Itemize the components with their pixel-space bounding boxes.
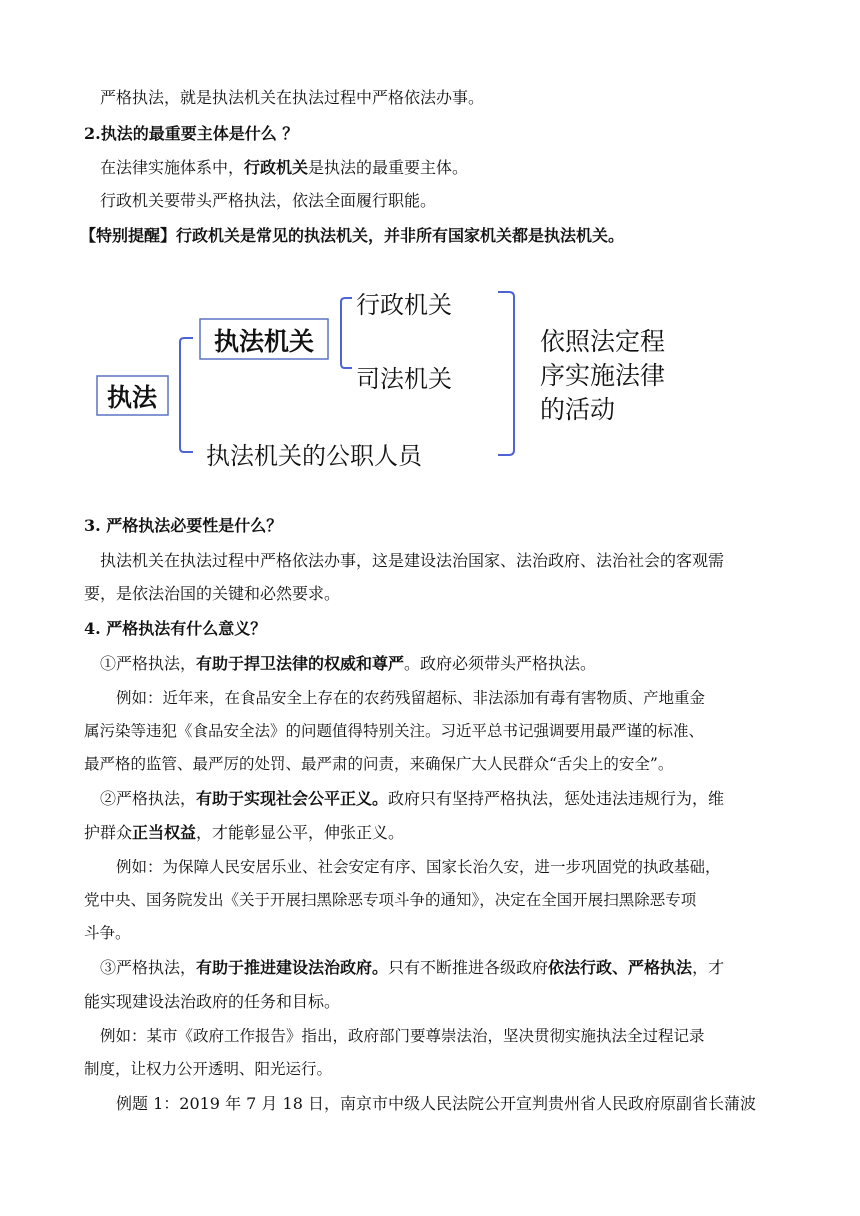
- text-fragment: ③严格执法，: [100, 958, 197, 977]
- paragraph-definition: 严格执法，就是执法机关在执法过程中严格依法办事。: [100, 88, 485, 107]
- text-fragment: 只有不断推进各级政府: [388, 958, 549, 977]
- judicial-label: 司法机关: [356, 365, 452, 393]
- inner-bracket: [341, 298, 352, 368]
- paragraph-q3-line1: 执法机关在执法过程中严格依法办事，这是建设法治国家、法治政府、法治社会的客观需: [100, 551, 725, 570]
- text-fragment: ②严格执法，: [100, 789, 197, 808]
- right-bracket: [498, 292, 514, 455]
- text-fragment: ，才能彰显公平，伸张正义。: [196, 823, 405, 842]
- paragraph-q3-line2: 要，是依法治国的关键和必然要求。: [84, 584, 341, 603]
- bold-term: 有助于捍卫法律的权威和尊严: [196, 654, 405, 673]
- text-fragment: 是执法的最重要主体。: [308, 158, 469, 177]
- bold-term: 有助于实现社会公平正义。: [196, 789, 389, 808]
- heading-q2: 2.执法的最重要主体是什么 ？: [84, 124, 299, 143]
- text-fragment: 政府只有坚持严格执法，惩处违法违规行为，维: [388, 789, 725, 808]
- example-1-line3: 最严格的监管、最严厉的处罚、最严肃的问责，来确保广大人民群众“舌尖上的安全”。: [84, 755, 674, 773]
- point-3-line1: [100, 958, 776, 978]
- bold-term: 行政机关: [244, 158, 309, 177]
- bold-term: 依法行政、严格执法: [548, 958, 693, 977]
- point-2-line1: [100, 789, 776, 809]
- example-3-line2: 制度，让权力公开透明、阳光运行。: [84, 1060, 333, 1078]
- text-fragment: ①严格执法，: [100, 654, 197, 673]
- text-fragment: 护群众: [84, 823, 133, 842]
- example-2-line3: 斗争。: [84, 924, 131, 942]
- definition-line-2: 序实施法律: [540, 361, 666, 390]
- definition-line-3: 的活动: [540, 395, 616, 424]
- example-2-line1: 例如：为保障人民安居乐业、社会安定有序、国家长治久安，进一步巩固党的执政基础，: [116, 858, 721, 876]
- heading-q4: 4. 严格执法有什么意义？: [84, 619, 267, 638]
- special-reminder: 【特别提醒】行政机关是常见的执法机关，并非所有国家机关都是执法机关。: [80, 226, 625, 245]
- example-question-1: 例题 1：2019 年 7 月 18 日，南京市中级人民法院公开宣判贵州省人民政府原副省长蒲波: [116, 1094, 756, 1113]
- staff-label: 执法机关的公职人员: [206, 442, 422, 470]
- bold-term: 有助于推进建设法治政府。: [196, 958, 389, 977]
- admin-label: 行政机关: [356, 291, 452, 319]
- text-fragment: 。政府必须带头严格执法。: [404, 654, 597, 673]
- example-2-line2: 党中央、国务院发出《关于开展扫黑除恶专项斗争的通知》，决定在全国开展扫黑除恶专项: [84, 891, 697, 909]
- point-3-line2: 能实现建设法治政府的任务和目标。: [84, 992, 341, 1011]
- point-2-line2: [84, 823, 776, 843]
- example-3-line1: 例如：某市《政府工作报告》指出，政府部门要尊崇法治，坚决贯彻实施执法全过程记录: [100, 1027, 705, 1045]
- agency-label: 执法机关: [213, 327, 315, 356]
- diagram-svg: [0, 270, 860, 480]
- example-1-line2: 属污染等违犯《食品安全法》的问题值得特别关注。习近平总书记强调要用最严谨的标准、: [84, 722, 705, 740]
- paragraph-q2-line2: 行政机关要带头严格执法，依法全面履行职能。: [100, 191, 437, 210]
- definition-line-1: 依照法定程: [540, 327, 666, 356]
- root-label: 执法: [106, 383, 158, 412]
- point-1: [100, 654, 776, 674]
- left-bracket: [180, 338, 193, 452]
- text-fragment: ，才: [692, 958, 725, 977]
- heading-q3: 3. 严格执法必要性是什么？: [84, 516, 283, 535]
- text-fragment: 在法律实施体系中，: [100, 158, 245, 177]
- example-1-line1: 例如：近年来，在食品安全上存在的农药残留超标、非法添加有毒有害物质、产地重金: [116, 689, 706, 707]
- paragraph-q2-line1: [100, 158, 776, 178]
- law-enforcement-diagram: [0, 270, 860, 480]
- bold-term: 正当权益: [132, 823, 197, 842]
